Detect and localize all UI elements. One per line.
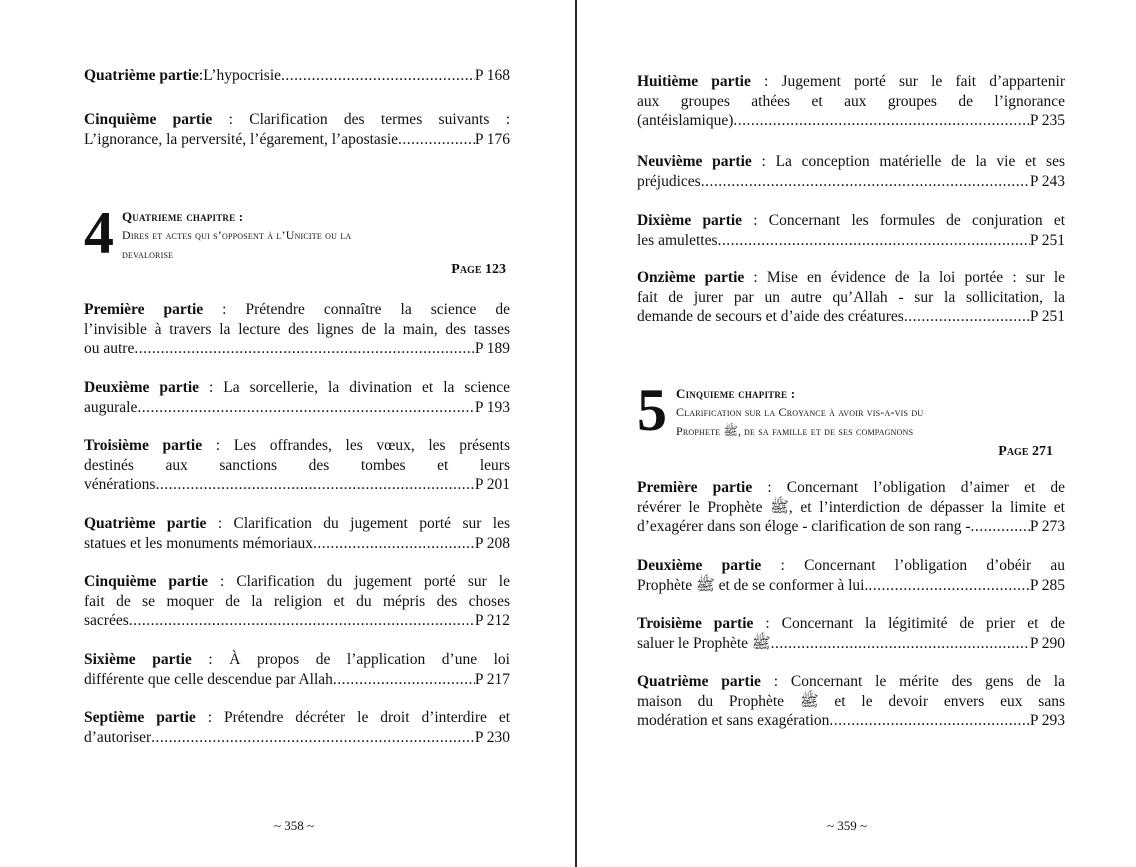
toc-entry-text: les amulettes [637,231,718,249]
leader-dots [971,517,1030,537]
chapter-5-heading [637,377,1065,462]
chapter-header [122,207,351,264]
toc-entry-sep: : [751,153,776,170]
toc-entry-label: Troisième partie [84,437,203,454]
toc-entry-page: P 168 [474,67,510,84]
toc-entry-page: P 235 [1029,112,1065,129]
toc-entry [637,72,1065,131]
toc-entry-page: P 290 [1029,634,1065,652]
toc-entry-text: demande de secours et d’aide des créatures [637,308,904,325]
toc-entry-text: Mise en évidence de la loi portée : sur le [766,269,1065,286]
right-page [637,0,1065,867]
toc-entry-text: d’autoriser [84,728,152,746]
toc-entry-label: Quatrième partie [84,67,199,84]
toc-entry-label: Neuvième partie [637,153,752,170]
toc-entry-text: vénérations [84,476,156,493]
leader-dots [129,611,475,631]
toc-entry-text: Concernant l’obligation d’aimer et de [786,479,1065,496]
page-number: ~ 358 ~ [274,818,315,833]
toc-entry-text: différente que celle descendue par Allah [84,670,333,688]
toc-entry-page: P 217 [474,670,510,688]
toc-entry-text: Concernant les formules de conjuration et [768,212,1066,229]
toc-entry-text: Les offrandes, les vœux, les présents [233,437,511,454]
toc-entry-label: Quatrième partie [637,673,761,690]
toc-entry-text: augurale [84,398,138,416]
toc-entry-label: Cinquième partie [84,573,208,590]
toc-entry-sep: : [191,651,230,668]
toc-entry-page: P 243 [1029,172,1065,190]
chapter-number: 4 [84,200,114,266]
toc-entry-text: Clarification des termes suivants : [249,111,510,128]
toc-entry [637,152,1065,191]
toc-entry [84,300,510,359]
toc-entry-text: Clarification du jugement porté sur le [236,573,510,590]
left-page [84,0,510,867]
toc-entry-text: révérer le Prophète ﷺ, et l’interdiction de dépasser la limite et [637,498,1065,516]
leader-dots [701,172,1030,192]
toc-entry-sep: : [750,73,782,90]
book-gutter [575,0,577,867]
toc-entry-text: statues et les monuments mémoriaux [84,534,314,552]
toc-entry-label: Huitième partie [637,73,751,90]
toc-entry-label: Cinquième partie [84,111,213,128]
toc-entry-text: l’invisible à travers la lecture des lignes de la main, des tasses [84,320,510,338]
leader-dots [868,576,1029,596]
toc-entry-label: Septième partie [84,709,196,726]
toc-entry-page: P 251 [1029,308,1065,325]
page-number: ~ 359 ~ [827,818,868,833]
toc-entry [637,478,1065,537]
toc-entry [84,650,510,689]
chapter-page-ref: Page 123 [451,262,506,277]
toc-entry-text: L’hypocrisie [203,67,282,84]
toc-entry-page: P 230 [474,728,510,746]
toc-entry-page: P 212 [474,612,510,629]
toc-entry-text: La conception matérielle de la vie et ses [775,153,1065,170]
chapter-subtitle-line-1: Clarification sur la Croyance à avoir vis-a-vis du [676,405,924,419]
chapter-page-ref: Page 271 [998,444,1053,459]
toc-entry-sep: : [206,515,234,532]
leader-dots [313,534,475,554]
toc-entry-page: P 201 [474,476,510,493]
toc-entry-sep: : [744,269,767,286]
toc-entry [637,211,1065,250]
leader-dots [281,66,475,86]
toc-entry-sep: : [203,301,246,318]
toc-entry [84,378,510,417]
toc-entry-text: Jugement porté sur le fait d’appartenir [781,73,1065,90]
toc-entry-sep: : [195,709,224,726]
toc-entry-label: Onzième partie [637,269,745,286]
toc-entry-label: Deuxième partie [637,557,762,574]
toc-entry-sep: : [202,437,234,454]
leader-dots [904,307,1030,327]
toc-entry-label: Sixième partie [84,651,192,668]
leader-dots [829,711,1029,731]
leader-dots [718,231,1030,251]
leader-dots [151,728,475,748]
toc-entry [637,672,1065,731]
toc-entry-sep: : [199,379,224,396]
toc-entry-label: Deuxième partie [84,379,200,396]
toc-entry-text: Concernant le mérite des gens de la [790,673,1065,690]
toc-entry-text: Clarification du jugement porté sur les [233,515,510,532]
leader-dots [137,398,474,418]
toc-entry [84,514,510,553]
toc-entry-text: fait de jurer par un autre qu’Allah - sur la sollicitation, la [637,288,1065,306]
toc-entry-sep: : [198,67,204,84]
toc-entry-page: P 251 [1029,231,1065,249]
toc-entry [637,268,1065,327]
toc-entry-text: Prétendre connaître la science de [245,301,511,318]
leader-dots [155,475,474,495]
toc-entry-text: maison du Prophète ﷺ et le devoir envers eux sans [637,692,1066,710]
toc-entry [84,572,510,631]
toc-entry-page: P 193 [474,398,510,416]
toc-entry [84,708,510,747]
leader-dots [333,670,475,690]
chapter-4-heading [84,200,510,280]
toc-entry-page: P 189 [474,340,510,357]
toc-entry-sep: : [752,479,787,496]
toc-entry-label: Troisième partie [637,615,754,632]
toc-entry-page: P 273 [1029,518,1065,535]
toc-entry-text: sacrées [84,612,129,629]
toc-entry-text: ou autre [84,340,135,357]
toc-entry-label: Quatrième partie [84,515,207,532]
chapter-title: Quatrieme chapitre : [122,209,244,224]
toc-entry-sep: : [753,615,782,632]
toc-entry-text: L’ignorance, la perversité, l’égarement, l’apostasie [84,130,399,148]
toc-entry [84,436,510,495]
toc-entry-text: Prophète ﷺ et de se conformer à lui. [637,576,869,594]
toc-entry-text: Prétendre décréter le droit d’interdire et [223,709,510,726]
toc-entry [84,110,510,149]
toc-entry-sep: : [742,212,769,229]
toc-entry-text: modération et sans exagération [637,712,830,729]
toc-entry-text: aux groupes athées et aux groupes de l’ignorance [637,92,1065,110]
toc-entry [84,66,510,86]
toc-entry-text: La sorcellerie, la divination et la science [223,379,510,396]
toc-entry-label: Première partie [84,301,204,318]
toc-entry-text: préjudices [637,172,701,190]
toc-entry-page: P 176 [474,130,510,148]
chapter-subtitle-line-2: devalorise [122,247,174,261]
chapter-title: Cinquieme chapitre : [676,386,796,401]
chapter-number: 5 [637,377,667,443]
toc-entry-text: saluer le Prophète ﷺ [637,634,771,652]
toc-entry-label: Première partie [637,479,753,496]
toc-entry-text: Concernant l’obligation d’obéir au [804,557,1065,574]
toc-entry-sep: : [760,673,791,690]
toc-entry [637,614,1065,653]
toc-entry-text: Concernant la légitimité de prier et de [781,615,1066,632]
toc-entry-page: P 285 [1029,576,1065,594]
chapter-header [676,384,923,441]
leader-dots [398,130,475,150]
toc-entry-label: Dixième partie [637,212,743,229]
toc-entry [637,556,1065,595]
toc-entry-sep: : [207,573,237,590]
toc-entry-text: (antéislamique) [637,112,734,129]
toc-entry-sep: : [212,111,250,128]
toc-entry-text: À propos de l’application d’une loi [229,651,510,668]
toc-entry-text: fait de se moquer de la religion et du mépris des choses [84,592,510,610]
chapter-subtitle-line-1: Dires et actes qui s’opposent à l’Unicite ou la [122,228,352,242]
toc-entry-page: P 293 [1029,712,1065,729]
toc-entry-text: destinés aux sanctions des tombes et leurs [84,456,510,474]
leader-dots [134,339,474,359]
toc-entry-page: P 208 [474,534,510,552]
toc-entry-text: d’exagérer dans son éloge - clarification de son rang - [637,518,971,535]
toc-entry-sep: : [761,557,805,574]
leader-dots [771,634,1030,654]
chapter-subtitle-line-2: Prophete ﷺ, de sa famille et de ses compagnons [676,424,914,438]
leader-dots [733,111,1029,131]
